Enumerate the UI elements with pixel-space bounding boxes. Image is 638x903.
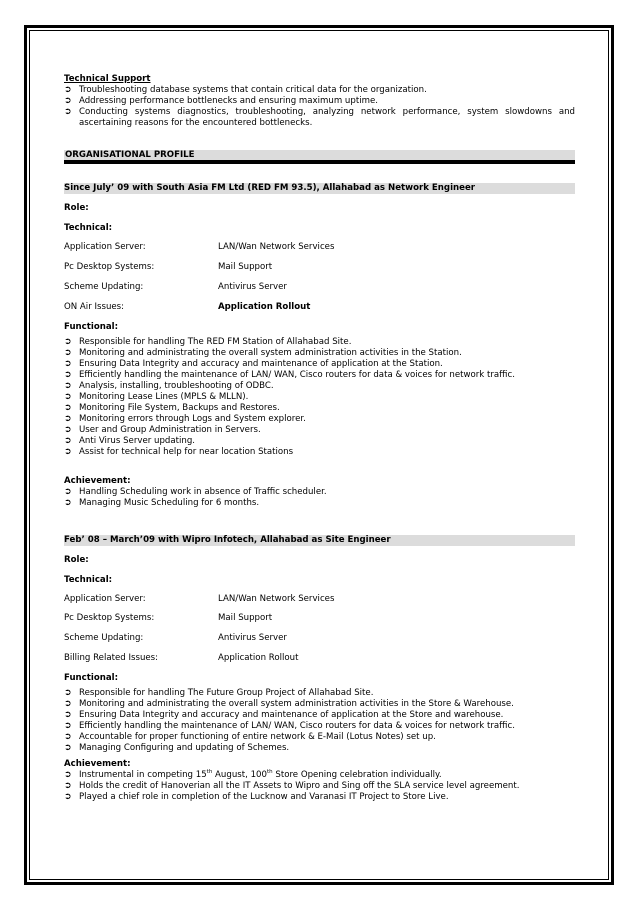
section-heading-organisational-profile: ORGANISATIONAL PROFILE [64,150,575,164]
arrow-bullet-icon: ➲ [64,381,72,391]
list-item: ➲ Responsible for handling The Future Group Project of Allahabad Site. [64,688,374,698]
achievement-list [64,770,575,803]
list-item: ➲ Monitoring errors through Logs and System explorer. [64,414,306,424]
achievement-list [64,487,575,509]
arrow-bullet-icon: ➲ [64,792,72,802]
functional-list [64,688,575,754]
list-item: ➲ Efficiently handling the maintenance of LAN/ WAN, Cisco routers for data & voices for network traffic. [64,370,515,380]
list-item: ➲ Instrumental in competing 15th August, 100th Store Opening celebration individually. [64,769,442,780]
arrow-bullet-icon: ➲ [64,743,72,753]
arrow-bullet-icon: ➲ [64,447,72,457]
arrow-bullet-icon: ➲ [64,688,72,698]
arrow-bullet-icon: ➲ [64,370,72,380]
arrow-bullet-icon: ➲ [64,498,72,508]
list-item: ➲ Ensuring Data Integrity and accuracy and maintenance of application at the Station. [64,359,443,369]
arrow-bullet-icon: ➲ [64,699,72,709]
achievement-label: Achievement: [64,759,131,769]
tech-row: Scheme Updating: Antivirus Server [64,633,287,643]
arrow-bullet-icon: ➲ [64,710,72,720]
arrow-bullet-icon: ➲ [64,770,72,780]
arrow-bullet-icon: ➲ [64,436,72,446]
list-item: ➲ Played a chief role in completion of the Lucknow and Varanasi IT Project to Store Live. [64,792,449,802]
list-item: ➲ Conducting systems diagnostics, troubleshooting, analyzing network performance, system slowdowns and ascertaining reasons for the encountered bottlenecks. [64,107,575,128]
arrow-bullet-icon: ➲ [64,85,72,95]
list-item: ➲ Efficiently handling the maintenance of LAN/ WAN, Cisco routers for data & voices for network traffic. [64,721,515,731]
functional-label: Functional: [64,322,119,332]
tech-row: Application Server: LAN/Wan Network Services [64,242,335,252]
list-item: ➲ Monitoring File System, Backups and Restores. [64,403,280,413]
list-item: ➲ Analysis, installing, troubleshooting of ODBC. [64,381,274,391]
list-item: ➲ Ensuring Data Integrity and accuracy and maintenance of application at the Store and warehouse. [64,710,504,720]
arrow-bullet-icon: ➲ [64,337,72,347]
arrow-bullet-icon: ➲ [64,359,72,369]
tech-row: Application Server: LAN/Wan Network Services [64,594,335,604]
arrow-bullet-icon: ➲ [64,414,72,424]
list-item: ➲ Troubleshooting database systems that contain critical data for the organization. [64,85,427,95]
list-item: ➲ Anti Virus Server updating. [64,436,196,446]
arrow-bullet-icon: ➲ [64,781,72,791]
arrow-bullet-icon: ➲ [64,96,72,106]
list-item: ➲ User and Group Administration in Servers. [64,425,261,435]
role-label: Role: [64,555,89,565]
technical-label: Technical: [64,223,113,233]
list-item: ➲ Addressing performance bottlenecks and ensuring maximum uptime. [64,96,378,106]
arrow-bullet-icon: ➲ [64,425,72,435]
tech-row: Pc Desktop Systems: Mail Support [64,613,273,623]
arrow-bullet-icon: ➲ [64,721,72,731]
list-item: ➲ Monitoring and administrating the overall system administration activities in the Store & Warehouse. [64,699,514,709]
list-item: ➲ Monitoring Lease Lines (MPLS & MLLN). [64,392,249,402]
tech-row: Pc Desktop Systems: Mail Support [64,262,273,272]
arrow-bullet-icon: ➲ [64,107,72,117]
arrow-bullet-icon: ➲ [64,732,72,742]
arrow-bullet-icon: ➲ [64,487,72,497]
technical-label: Technical: [64,575,113,585]
resume-page [64,74,575,803]
job-title-bar: Feb’ 08 – March’09 with Wipro Infotech, Allahabad as Site Engineer [64,535,575,546]
tech-row: Billing Related Issues: Application Rollout [64,653,299,663]
tech-support-list [64,85,575,129]
list-item: ➲ Monitoring and administrating the overall system administration activities in the Station. [64,348,462,358]
functional-label: Functional: [64,673,119,683]
list-item: ➲ Managing Configuring and updating of Schemes. [64,743,290,753]
role-label: Role: [64,203,89,213]
arrow-bullet-icon: ➲ [64,403,72,413]
list-item: ➲ Assist for technical help for near location Stations [64,447,294,457]
list-item: ➲ Holds the credit of Hanoverian all the IT Assets to Wipro and Sing off the SLA service level agreement. [64,781,520,791]
achievement-label: Achievement: [64,476,131,486]
job-title-bar: Since July’ 09 with South Asia FM Ltd (RED FM 93.5), Allahabad as Network Engineer [64,183,575,194]
tech-row: Scheme Updating: Antivirus Server [64,282,287,292]
tech-support-heading: Technical Support [64,74,151,84]
list-item: ➲ Handling Scheduling work in absence of Traffic scheduler. [64,487,327,497]
list-item: ➲ Accountable for proper functioning of entire network & E-Mail (Lotus Notes) set up. [64,732,436,742]
arrow-bullet-icon: ➲ [64,348,72,358]
list-item: ➲ Responsible for handling The RED FM Station of Allahabad Site. [64,337,352,347]
list-item: ➲ Managing Music Scheduling for 6 months. [64,498,260,508]
arrow-bullet-icon: ➲ [64,392,72,402]
tech-row: ON Air Issues: Application Rollout [64,302,311,312]
functional-list [64,337,575,458]
